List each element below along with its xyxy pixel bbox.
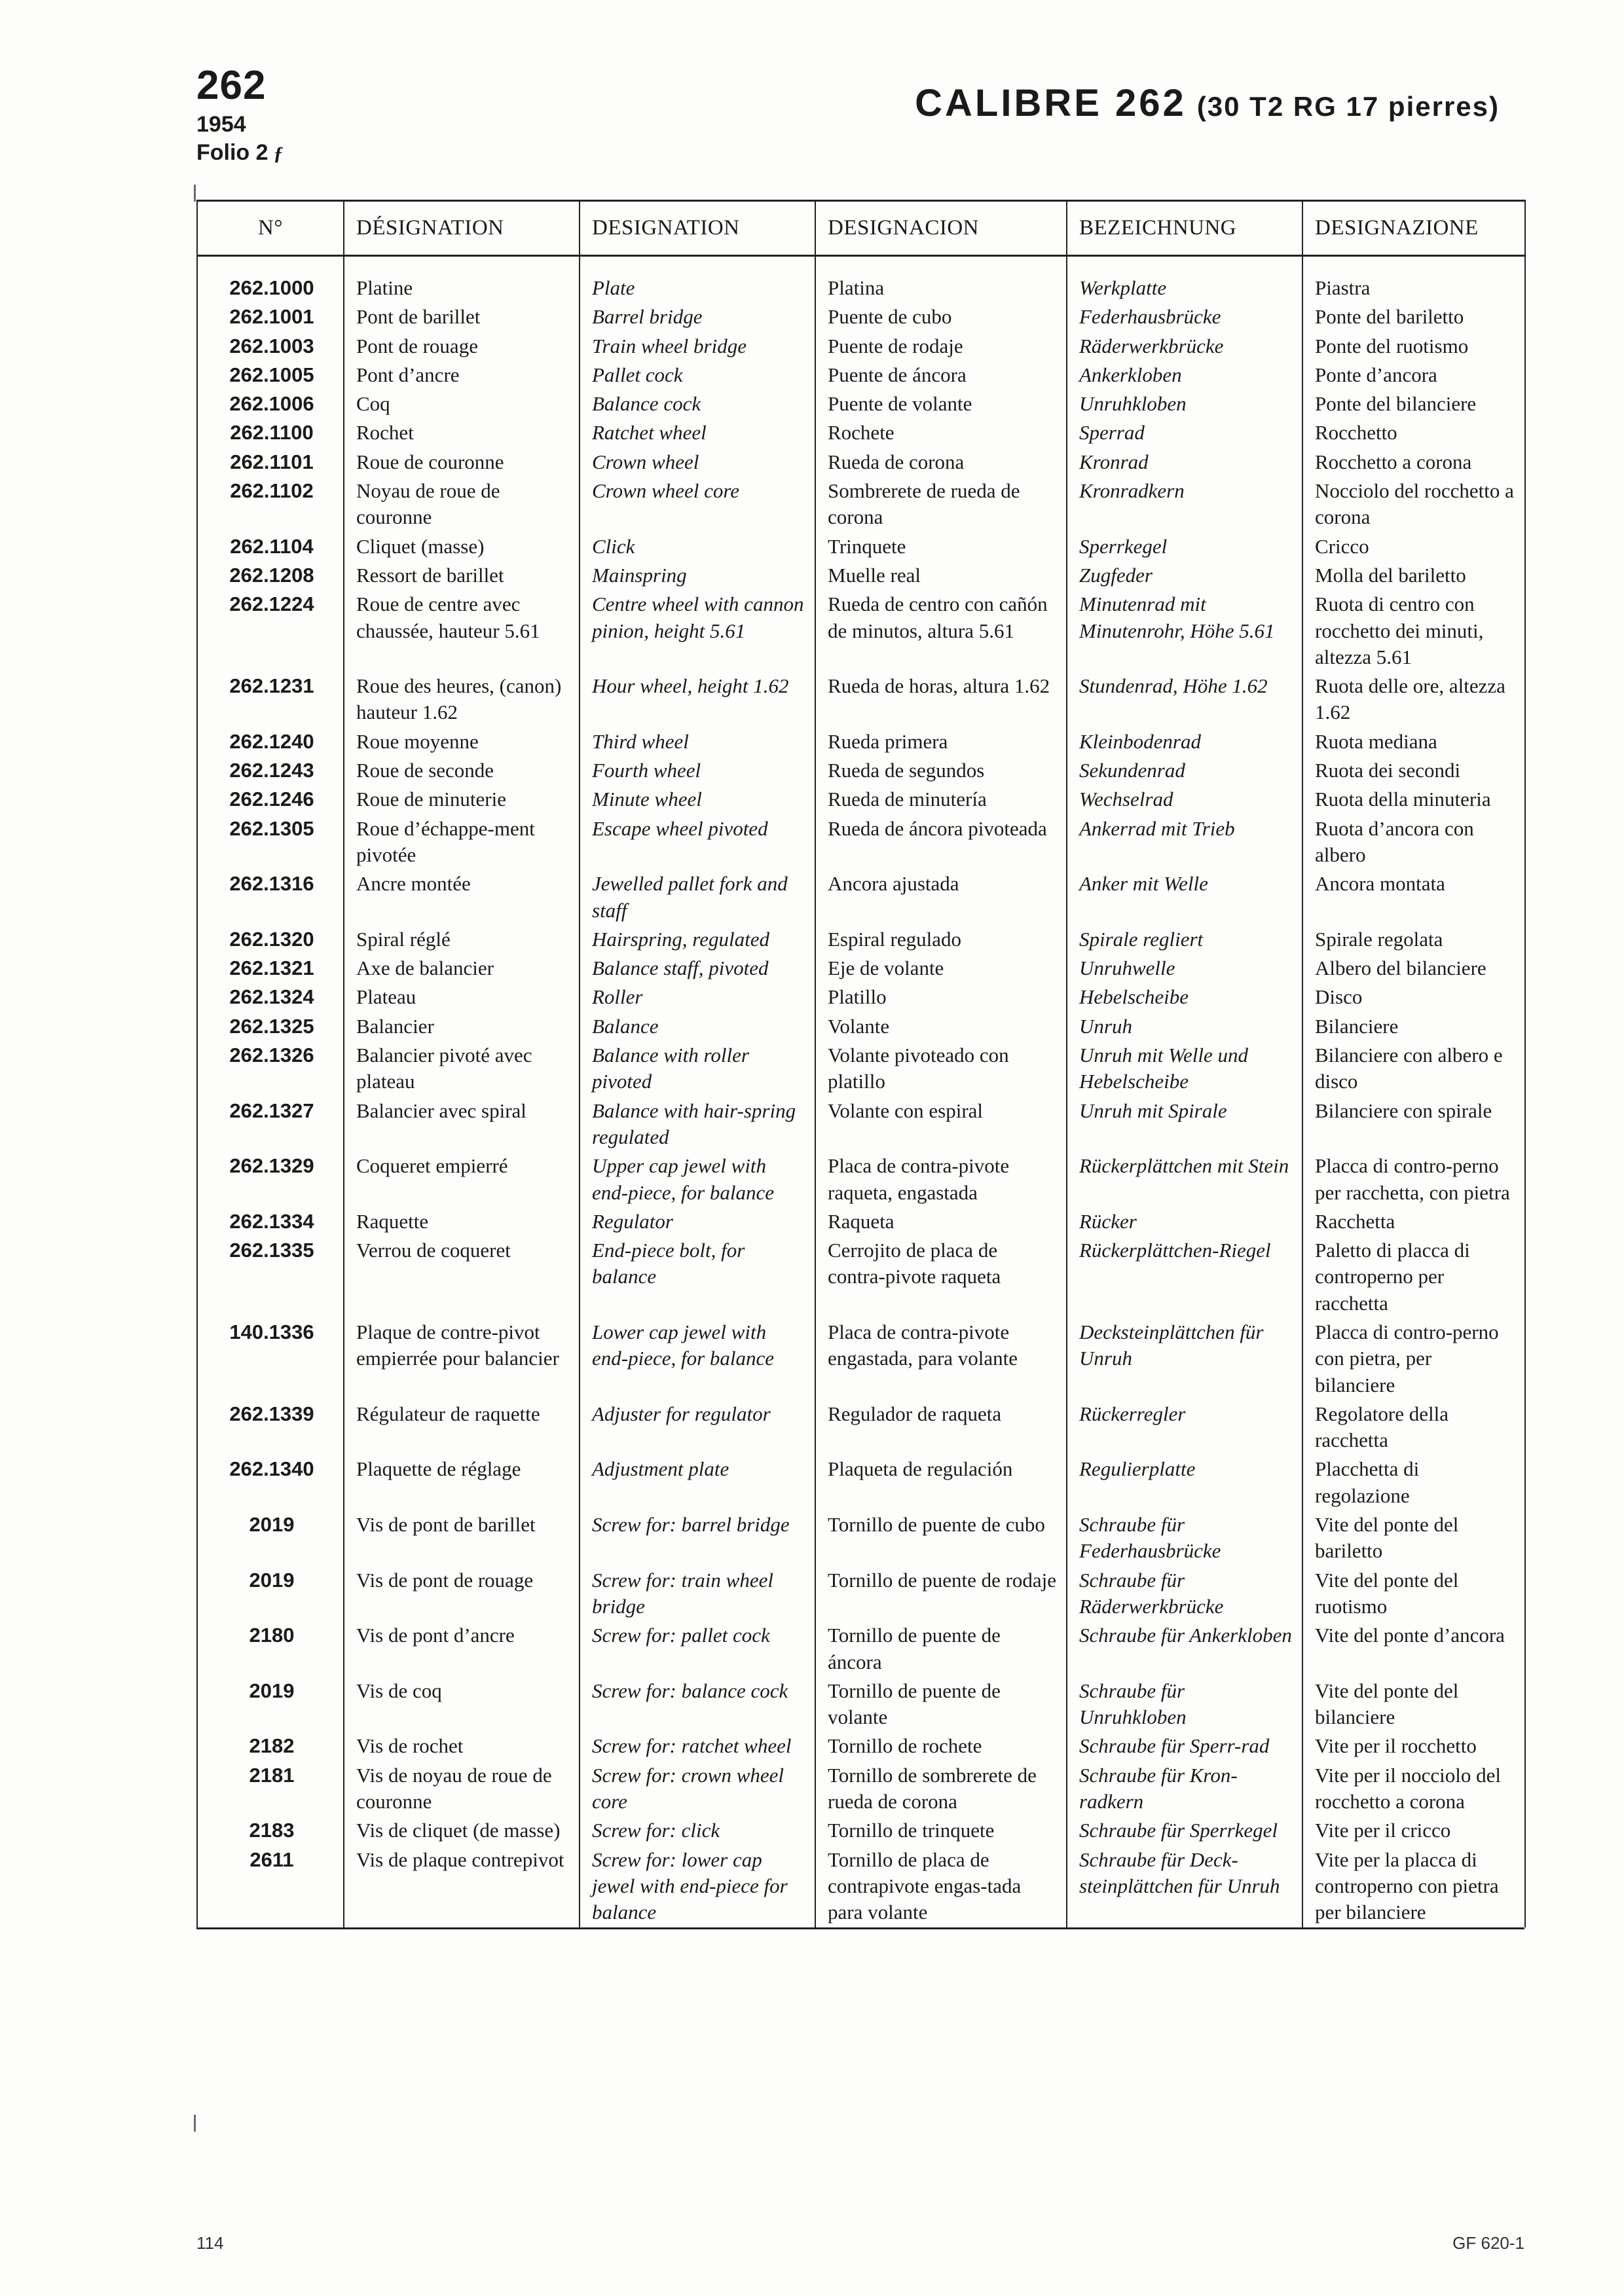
designation-it-cell: Ruota della minuteria — [1302, 785, 1525, 814]
designation-fr-cell: Roue de seconde — [344, 756, 580, 785]
table-row — [197, 869, 1525, 925]
designation-it-cell: Vite del ponte del ruotismo — [1302, 1566, 1525, 1622]
designation-it-cell: Placca di contro-perno per racchetta, con pietra — [1302, 1152, 1525, 1207]
designation-en-cell: Escape wheel pivoted — [580, 814, 815, 870]
designation-it-cell: Ruota di centro con rocchetto dei minuti, altezza 5.61 — [1302, 590, 1525, 672]
designation-en-cell: Adjustment plate — [580, 1455, 815, 1510]
designation-en-cell: Roller — [580, 983, 815, 1011]
designation-de-cell: Anker mit Welle — [1067, 869, 1302, 925]
table-row — [197, 1455, 1525, 1510]
table-row — [197, 983, 1525, 1011]
year-label: 1954 — [196, 112, 246, 137]
designation-de-cell: Spirale regliert — [1067, 925, 1302, 954]
folio-label — [196, 141, 284, 165]
designation-it-cell: Paletto di placca di controperno per racchetta — [1302, 1236, 1525, 1318]
column-header-designation-it: DESIGNAZIONE — [1302, 201, 1525, 256]
designation-de-cell: Unruh — [1067, 1012, 1302, 1041]
part-number-cell: 262.1339 — [197, 1400, 344, 1455]
part-number-cell: 262.1005 — [197, 361, 344, 390]
table-row — [197, 1400, 1525, 1455]
designation-fr-cell: Pont de barillet — [344, 302, 580, 331]
table-row — [197, 785, 1525, 814]
parts-table — [196, 200, 1526, 1927]
designation-es-cell: Ancora ajustada — [815, 869, 1067, 925]
table-row — [197, 1677, 1525, 1732]
designation-it-cell: Vite per il rocchetto — [1302, 1732, 1525, 1760]
table-row — [197, 418, 1525, 447]
designation-es-cell: Tornillo de puente de rodaje — [815, 1566, 1067, 1622]
designation-it-cell: Vite per la placca di controperno con pietra per bilanciere — [1302, 1846, 1525, 1927]
designation-en-cell: Screw for: balance cock — [580, 1677, 815, 1732]
designation-de-cell: Schraube für Kron-radkern — [1067, 1761, 1302, 1817]
part-number-cell: 262.1329 — [197, 1152, 344, 1207]
table-row — [197, 532, 1525, 561]
designation-es-cell: Puente de volante — [815, 390, 1067, 418]
designation-fr-cell: Roue moyenne — [344, 727, 580, 756]
designation-de-cell: Federhausbrücke — [1067, 302, 1302, 331]
designation-fr-cell: Roue des heures, (canon) hauteur 1.62 — [344, 672, 580, 727]
designation-de-cell: Rückerplättchen-Riegel — [1067, 1236, 1302, 1318]
designation-es-cell: Tornillo de sombrerete de rueda de corona — [815, 1761, 1067, 1817]
document-reference: GF 620-1 — [1452, 2233, 1524, 2253]
designation-fr-cell: Balancier — [344, 1012, 580, 1041]
designation-es-cell: Puente de áncora — [815, 361, 1067, 390]
designation-es-cell: Muelle real — [815, 561, 1067, 590]
part-number-cell: 2611 — [197, 1846, 344, 1927]
designation-de-cell: Minutenrad mit Minutenrohr, Höhe 5.61 — [1067, 590, 1302, 672]
designation-de-cell: Kronrad — [1067, 448, 1302, 477]
designation-es-cell: Rueda primera — [815, 727, 1067, 756]
designation-de-cell: Unruhwelle — [1067, 954, 1302, 983]
designation-fr-cell: Plateau — [344, 983, 580, 1011]
table-row — [197, 672, 1525, 727]
designation-it-cell: Molla del bariletto — [1302, 561, 1525, 590]
table-row — [197, 1041, 1525, 1097]
table-row — [197, 1236, 1525, 1318]
designation-fr-cell: Vis de coq — [344, 1677, 580, 1732]
designation-en-cell: Lower cap jewel with end-piece, for balance — [580, 1318, 815, 1400]
part-number-cell: 262.1335 — [197, 1236, 344, 1318]
designation-it-cell: Bilanciere con albero e disco — [1302, 1041, 1525, 1097]
designation-es-cell: Tornillo de puente de volante — [815, 1677, 1067, 1732]
part-number-cell: 262.1102 — [197, 477, 344, 532]
part-number-cell: 2180 — [197, 1621, 344, 1677]
designation-it-cell: Ruota delle ore, altezza 1.62 — [1302, 672, 1525, 727]
designation-en-cell: Fourth wheel — [580, 756, 815, 785]
table-row — [197, 390, 1525, 418]
designation-es-cell: Rueda de centro con cañón de minutos, altura 5.61 — [815, 590, 1067, 672]
designation-de-cell: Sperrkegel — [1067, 532, 1302, 561]
designation-es-cell: Platillo — [815, 983, 1067, 1011]
part-number-cell: 262.1340 — [197, 1455, 344, 1510]
table-row — [197, 561, 1525, 590]
column-header-number: N° — [197, 201, 344, 256]
designation-de-cell: Schraube für Räderwerkbrücke — [1067, 1566, 1302, 1622]
designation-en-cell: Balance — [580, 1012, 815, 1041]
designation-de-cell: Rückerregler — [1067, 1400, 1302, 1455]
table-row — [197, 814, 1525, 870]
designation-en-cell: Barrel bridge — [580, 302, 815, 331]
designation-fr-cell: Vis de plaque contrepivot — [344, 1846, 580, 1927]
designation-it-cell: Ruota d’ancora con albero — [1302, 814, 1525, 870]
designation-en-cell: Crown wheel — [580, 448, 815, 477]
designation-es-cell: Rueda de minutería — [815, 785, 1067, 814]
part-number-cell: 2183 — [197, 1816, 344, 1845]
part-number-cell: 262.1001 — [197, 302, 344, 331]
part-number-cell: 262.1246 — [197, 785, 344, 814]
designation-fr-cell: Ancre montée — [344, 869, 580, 925]
designation-fr-cell: Régulateur de raquette — [344, 1400, 580, 1455]
table-row — [197, 954, 1525, 983]
designation-es-cell: Tornillo de placa de contrapivote engas-tada para volante — [815, 1846, 1067, 1927]
part-number-cell: 262.1231 — [197, 672, 344, 727]
column-header-designation-es: DESIGNACION — [815, 201, 1067, 256]
part-number-cell: 262.1240 — [197, 727, 344, 756]
table-row — [197, 1097, 1525, 1152]
designation-de-cell: Hebelscheibe — [1067, 983, 1302, 1011]
parts-table-body — [197, 256, 1525, 1927]
designation-it-cell: Placca di contro-perno con pietra, per bilanciere — [1302, 1318, 1525, 1400]
part-number-cell: 262.1104 — [197, 532, 344, 561]
designation-de-cell: Schraube für Federhausbrücke — [1067, 1510, 1302, 1566]
part-number-cell: 262.1101 — [197, 448, 344, 477]
designation-de-cell: Unruhkloben — [1067, 390, 1302, 418]
designation-fr-cell: Vis de pont de barillet — [344, 1510, 580, 1566]
designation-fr-cell: Cliquet (masse) — [344, 532, 580, 561]
designation-it-cell: Racchetta — [1302, 1207, 1525, 1236]
designation-en-cell: Hour wheel, height 1.62 — [580, 672, 815, 727]
designation-de-cell: Räderwerkbrücke — [1067, 332, 1302, 361]
designation-en-cell: Adjuster for regulator — [580, 1400, 815, 1455]
table-row — [197, 1846, 1525, 1927]
designation-fr-cell: Vis de rochet — [344, 1732, 580, 1760]
table-row — [197, 332, 1525, 361]
table-row — [197, 925, 1525, 954]
table-row — [197, 1207, 1525, 1236]
designation-fr-cell: Rochet — [344, 418, 580, 447]
designation-fr-cell: Plaquette de réglage — [344, 1455, 580, 1510]
designation-de-cell: Schraube für Deck-steinplättchen für Unruh — [1067, 1846, 1302, 1927]
header-right-block — [915, 81, 1500, 125]
part-number-cell: 262.1326 — [197, 1041, 344, 1097]
designation-fr-cell: Spiral réglé — [344, 925, 580, 954]
table-row — [197, 590, 1525, 672]
designation-fr-cell: Vis de pont de rouage — [344, 1566, 580, 1622]
designation-de-cell: Rücker — [1067, 1207, 1302, 1236]
designation-it-cell: Ponte del bilanciere — [1302, 390, 1525, 418]
designation-de-cell: Sekundenrad — [1067, 756, 1302, 785]
designation-it-cell: Ancora montata — [1302, 869, 1525, 925]
table-row — [197, 477, 1525, 532]
designation-de-cell: Stundenrad, Höhe 1.62 — [1067, 672, 1302, 727]
column-header-designation-en: DESIGNATION — [580, 201, 815, 256]
table-row — [197, 1761, 1525, 1817]
designation-es-cell: Placa de contra-pivote raqueta, engastada — [815, 1152, 1067, 1207]
designation-it-cell: Ruota mediana — [1302, 727, 1525, 756]
designation-it-cell: Ponte del bariletto — [1302, 302, 1525, 331]
designation-de-cell: Werkplatte — [1067, 256, 1302, 303]
designation-fr-cell: Pont de rouage — [344, 332, 580, 361]
column-header-designation-fr: DÉSIGNATION — [344, 201, 580, 256]
designation-fr-cell: Coq — [344, 390, 580, 418]
designation-it-cell: Bilanciere — [1302, 1012, 1525, 1041]
designation-it-cell: Ponte d’ancora — [1302, 361, 1525, 390]
designation-fr-cell: Axe de balancier — [344, 954, 580, 983]
designation-es-cell: Trinquete — [815, 532, 1067, 561]
designation-fr-cell: Vis de pont d’ancre — [344, 1621, 580, 1677]
part-number-cell: 2019 — [197, 1510, 344, 1566]
table-row — [197, 1318, 1525, 1400]
designation-es-cell: Volante con espiral — [815, 1097, 1067, 1152]
designation-it-cell: Vite del ponte d’ancora — [1302, 1621, 1525, 1677]
designation-en-cell: Screw for: lower cap jewel with end-piece for balance — [580, 1846, 815, 1927]
designation-en-cell: Centre wheel with cannon pinion, height 5.61 — [580, 590, 815, 672]
designation-fr-cell: Pont d’ancre — [344, 361, 580, 390]
part-number-cell: 2181 — [197, 1761, 344, 1817]
part-number-cell: 262.1334 — [197, 1207, 344, 1236]
designation-en-cell: Ratchet wheel — [580, 418, 815, 447]
designation-fr-cell: Verrou de coqueret — [344, 1236, 580, 1318]
part-number-cell: 262.1324 — [197, 983, 344, 1011]
designation-it-cell: Albero del bilanciere — [1302, 954, 1525, 983]
designation-it-cell: Rocchetto a corona — [1302, 448, 1525, 477]
table-row — [197, 1152, 1525, 1207]
designation-de-cell: Kleinbodenrad — [1067, 727, 1302, 756]
table-row — [197, 756, 1525, 785]
register-mark-top — [194, 185, 196, 202]
designation-es-cell: Rueda de horas, altura 1.62 — [815, 672, 1067, 727]
designation-es-cell: Rueda de áncora pivoteada — [815, 814, 1067, 870]
designation-it-cell: Rocchetto — [1302, 418, 1525, 447]
part-number-cell: 262.1000 — [197, 256, 344, 303]
designation-en-cell: End-piece bolt, for balance — [580, 1236, 815, 1318]
designation-fr-cell: Ressort de barillet — [344, 561, 580, 590]
designation-fr-cell: Plaque de contre-pivot empierrée pour balancier — [344, 1318, 580, 1400]
designation-es-cell: Volante — [815, 1012, 1067, 1041]
page-number: 114 — [196, 2233, 224, 2253]
designation-es-cell: Tornillo de puente de cubo — [815, 1510, 1067, 1566]
designation-fr-cell: Balancier pivoté avec plateau — [344, 1041, 580, 1097]
designation-fr-cell: Coqueret empierré — [344, 1152, 580, 1207]
designation-en-cell: Screw for: ratchet wheel — [580, 1732, 815, 1760]
part-number-cell: 262.1321 — [197, 954, 344, 983]
designation-en-cell: Third wheel — [580, 727, 815, 756]
table-row — [197, 1621, 1525, 1677]
part-number-cell: 262.1320 — [197, 925, 344, 954]
designation-it-cell: Disco — [1302, 983, 1525, 1011]
designation-en-cell: Screw for: crown wheel core — [580, 1761, 815, 1817]
designation-de-cell: Unruh mit Welle und Hebelscheibe — [1067, 1041, 1302, 1097]
part-number-cell: 262.1100 — [197, 418, 344, 447]
designation-en-cell: Balance staff, pivoted — [580, 954, 815, 983]
designation-de-cell: Schraube für Sperrkegel — [1067, 1816, 1302, 1845]
folio-glyph-icon: ƒ — [273, 143, 284, 165]
part-number-cell: 140.1336 — [197, 1318, 344, 1400]
part-number-cell: 262.1325 — [197, 1012, 344, 1041]
designation-it-cell: Ponte del ruotismo — [1302, 332, 1525, 361]
designation-es-cell: Eje de volante — [815, 954, 1067, 983]
designation-es-cell: Regulador de raqueta — [815, 1400, 1067, 1455]
designation-en-cell: Pallet cock — [580, 361, 815, 390]
designation-en-cell: Screw for: click — [580, 1816, 815, 1845]
designation-fr-cell: Raquette — [344, 1207, 580, 1236]
designation-it-cell: Vite del ponte del bariletto — [1302, 1510, 1525, 1566]
designation-de-cell: Unruh mit Spirale — [1067, 1097, 1302, 1152]
page-subtitle: (30 T2 RG 17 pierres) — [1196, 91, 1500, 122]
part-number-cell: 262.1208 — [197, 561, 344, 590]
designation-fr-cell: Roue d’échappe-ment pivotée — [344, 814, 580, 870]
designation-es-cell: Tornillo de rochete — [815, 1732, 1067, 1760]
designation-es-cell: Rueda de corona — [815, 448, 1067, 477]
designation-it-cell: Vite per il cricco — [1302, 1816, 1525, 1845]
table-row — [197, 256, 1525, 303]
part-number-cell: 262.1327 — [197, 1097, 344, 1152]
designation-de-cell: Rückerplättchen mit Stein — [1067, 1152, 1302, 1207]
table-header-row — [197, 201, 1525, 256]
part-number-cell: 262.1243 — [197, 756, 344, 785]
designation-it-cell: Spirale regolata — [1302, 925, 1525, 954]
table-row — [197, 1510, 1525, 1566]
table-row — [197, 1566, 1525, 1622]
designation-fr-cell: Vis de cliquet (de masse) — [344, 1816, 580, 1845]
designation-es-cell: Puente de cubo — [815, 302, 1067, 331]
table-row — [197, 1816, 1525, 1845]
part-number-cell: 262.1006 — [197, 390, 344, 418]
designation-es-cell: Volante pivoteado con platillo — [815, 1041, 1067, 1097]
designation-en-cell: Crown wheel core — [580, 477, 815, 532]
designation-en-cell: Train wheel bridge — [580, 332, 815, 361]
part-number-cell: 262.1316 — [197, 869, 344, 925]
table-row — [197, 302, 1525, 331]
table-row — [197, 1012, 1525, 1041]
parts-table-container — [196, 200, 1524, 1927]
designation-es-cell: Espiral regulado — [815, 925, 1067, 954]
designation-es-cell: Puente de rodaje — [815, 332, 1067, 361]
part-number-cell: 262.1224 — [197, 590, 344, 672]
part-number-cell: 262.1003 — [197, 332, 344, 361]
designation-it-cell: Placchetta di regolazione — [1302, 1455, 1525, 1510]
designation-de-cell: Sperrad — [1067, 418, 1302, 447]
designation-es-cell: Cerrojito de placa de contra-pivote raqueta — [815, 1236, 1067, 1318]
folio-text: Folio 2 — [196, 140, 268, 166]
header-left-block — [196, 65, 284, 166]
designation-it-cell: Nocciolo del rocchetto a corona — [1302, 477, 1525, 532]
designation-it-cell: Regolatore della racchetta — [1302, 1400, 1525, 1455]
designation-es-cell: Rueda de segundos — [815, 756, 1067, 785]
designation-fr-cell: Roue de centre avec chaussée, hauteur 5.61 — [344, 590, 580, 672]
designation-it-cell: Piastra — [1302, 256, 1525, 303]
designation-fr-cell: Roue de couronne — [344, 448, 580, 477]
designation-en-cell: Jewelled pallet fork and staff — [580, 869, 815, 925]
designation-de-cell: Regulierplatte — [1067, 1455, 1302, 1510]
designation-en-cell: Screw for: barrel bridge — [580, 1510, 815, 1566]
table-row — [197, 727, 1525, 756]
designation-it-cell: Vite del ponte del bilanciere — [1302, 1677, 1525, 1732]
designation-es-cell: Placa de contra-pivote engastada, para volante — [815, 1318, 1067, 1400]
designation-fr-cell: Noyau de roue de couronne — [344, 477, 580, 532]
designation-de-cell: Zugfeder — [1067, 561, 1302, 590]
designation-en-cell: Minute wheel — [580, 785, 815, 814]
designation-en-cell: Balance cock — [580, 390, 815, 418]
designation-fr-cell: Balancier avec spiral — [344, 1097, 580, 1152]
register-mark-bottom — [194, 2115, 196, 2132]
designation-es-cell: Plaqueta de regulación — [815, 1455, 1067, 1510]
designation-en-cell: Upper cap jewel with end-piece, for balance — [580, 1152, 815, 1207]
designation-de-cell: Schraube für Ankerkloben — [1067, 1621, 1302, 1677]
designation-es-cell: Platina — [815, 256, 1067, 303]
page-title: CALIBRE 262 — [915, 82, 1187, 124]
table-bottom-rule — [196, 1927, 1524, 1929]
page-header — [196, 65, 1506, 196]
part-number-cell: 2019 — [197, 1677, 344, 1732]
part-number-cell: 262.1305 — [197, 814, 344, 870]
designation-fr-cell: Platine — [344, 256, 580, 303]
designation-es-cell: Raqueta — [815, 1207, 1067, 1236]
designation-es-cell: Rochete — [815, 418, 1067, 447]
column-header-designation-de: BEZEICHNUNG — [1067, 201, 1302, 256]
table-row — [197, 1732, 1525, 1760]
designation-it-cell: Ruota dei secondi — [1302, 756, 1525, 785]
designation-it-cell: Vite per il nocciolo del rocchetto a corona — [1302, 1761, 1525, 1817]
designation-de-cell: Decksteinplättchen für Unruh — [1067, 1318, 1302, 1400]
designation-en-cell: Click — [580, 532, 815, 561]
designation-fr-cell: Vis de noyau de roue de couronne — [344, 1761, 580, 1817]
designation-en-cell: Plate — [580, 256, 815, 303]
designation-it-cell: Cricco — [1302, 532, 1525, 561]
designation-en-cell: Regulator — [580, 1207, 815, 1236]
designation-es-cell: Tornillo de trinquete — [815, 1816, 1067, 1845]
designation-de-cell: Wechselrad — [1067, 785, 1302, 814]
designation-en-cell: Mainspring — [580, 561, 815, 590]
designation-de-cell: Kronradkern — [1067, 477, 1302, 532]
designation-en-cell: Balance with roller pivoted — [580, 1041, 815, 1097]
designation-de-cell: Schraube für Unruhkloben — [1067, 1677, 1302, 1732]
designation-de-cell: Schraube für Sperr-rad — [1067, 1732, 1302, 1760]
designation-it-cell: Bilanciere con spirale — [1302, 1097, 1525, 1152]
table-row — [197, 361, 1525, 390]
designation-fr-cell: Roue de minuterie — [344, 785, 580, 814]
calibre-number: 262 — [196, 63, 267, 108]
designation-en-cell: Hairspring, regulated — [580, 925, 815, 954]
designation-de-cell: Ankerkloben — [1067, 361, 1302, 390]
designation-es-cell: Tornillo de puente de áncora — [815, 1621, 1067, 1677]
designation-es-cell: Sombrerete de rueda de corona — [815, 477, 1067, 532]
part-number-cell: 2182 — [197, 1732, 344, 1760]
designation-en-cell: Screw for: pallet cock — [580, 1621, 815, 1677]
part-number-cell: 2019 — [197, 1566, 344, 1622]
designation-en-cell: Balance with hair-spring regulated — [580, 1097, 815, 1152]
table-row — [197, 448, 1525, 477]
designation-de-cell: Ankerrad mit Trieb — [1067, 814, 1302, 870]
designation-en-cell: Screw for: train wheel bridge — [580, 1566, 815, 1622]
